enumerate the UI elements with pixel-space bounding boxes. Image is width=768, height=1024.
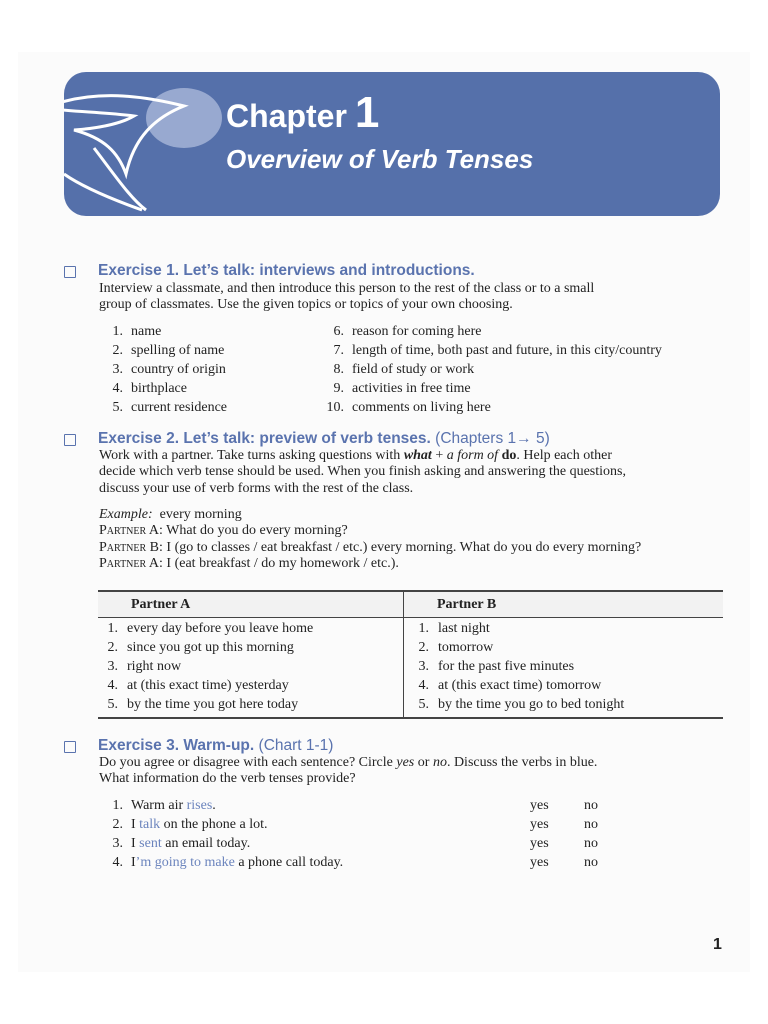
list-item: 6. reason for coming here <box>333 324 482 339</box>
exercise-3-heading <box>98 737 333 755</box>
partner-table <box>98 590 723 719</box>
no-column <box>584 796 598 872</box>
list-item: 2. I talk on the phone a lot. <box>112 817 268 832</box>
exercise-2-instructions <box>99 448 729 497</box>
instruction-line: Interview a classmate, and then introduce this person to the rest of the class or to a small <box>99 281 595 296</box>
list-item: 3. I sent an email today. <box>112 836 251 851</box>
exercise-2-checkbox[interactable] <box>64 434 76 446</box>
list-item: 4. birthplace <box>112 381 187 396</box>
no-option[interactable]: no <box>584 836 598 851</box>
exercise-3-instructions <box>99 755 729 788</box>
chapter-word: Chapter <box>226 98 347 134</box>
column-header-partner-b: Partner B <box>437 597 497 612</box>
instruction-line: decide which verb tense should be used. When you finish asking and answering the questions, <box>99 464 626 480</box>
topic-list-left <box>99 322 227 417</box>
yes-option[interactable]: yes <box>530 836 549 851</box>
yes-option[interactable]: yes <box>530 817 549 832</box>
list-item: 10. comments on living here <box>326 400 491 415</box>
no-option[interactable]: no <box>584 817 598 832</box>
chapter-banner <box>64 72 720 216</box>
page-number: 1 <box>713 936 722 953</box>
list-item: 9. activities in free time <box>333 381 471 396</box>
table-row: 5. by the time you got here today 5. by the time you go to bed tonight <box>107 697 625 712</box>
topic-list-right <box>320 322 662 417</box>
no-option[interactable]: no <box>584 855 598 870</box>
instruction-line: Do you agree or disagree with each sentence? Circle yes or no. Discuss the verbs in blue. <box>99 755 598 770</box>
list-item: 3. country of origin <box>112 362 226 377</box>
yes-column <box>530 796 549 872</box>
exercise-3-title: Exercise 3. Warm-up. <box>98 737 255 754</box>
exercise-3-checkbox[interactable] <box>64 741 76 753</box>
list-item: 1. name <box>112 324 162 339</box>
dialog-line: Partner A: What do you do every morning? <box>99 523 348 539</box>
instruction-line: Work with a partner. Take turns asking questions with what + a form of do. Help each other <box>99 448 612 463</box>
list-item: 7. length of time, both past and future, in this city/country <box>333 343 662 358</box>
table-row: 4. at (this exact time) yesterday 4. at (this exact time) tomorrow <box>107 678 602 693</box>
list-item: 4. I’m going to make a phone call today. <box>112 855 344 870</box>
chart-reference: (Chart 1-1) <box>258 737 334 754</box>
exercise-2-title: Exercise 2. Let’s talk: preview of verb tenses. <box>98 430 431 447</box>
list-item: 8. field of study or work <box>333 362 475 377</box>
chapters-reference: (Chapters 1→ 5) <box>435 430 550 447</box>
warm-up-list <box>99 796 343 872</box>
exercise-1-heading: Exercise 1. Let’s talk: interviews and introductions. <box>98 262 475 279</box>
exercise-1-checkbox[interactable] <box>64 266 76 278</box>
chapter-number: 1 <box>354 88 380 137</box>
instruction-line: discuss your use of verb forms with the rest of the class. <box>99 480 414 496</box>
column-header-partner-a: Partner A <box>131 597 191 612</box>
list-item: 5. current residence <box>112 400 227 415</box>
dialog-line: Partner A: I (eat breakfast / do my homework / etc.). <box>99 555 399 571</box>
instruction-line: What information do the verb tenses provide? <box>99 771 356 787</box>
bird-logo-icon <box>64 78 234 216</box>
dialog-line: Partner B: I (go to classes / eat breakfast / etc.) every morning. What do you do every morning? <box>99 539 642 555</box>
table-row: 3. right now 3. for the past five minutes <box>107 659 575 674</box>
chapter-label <box>226 88 379 138</box>
exercise-2-heading <box>98 430 550 448</box>
example-dialog <box>99 507 729 572</box>
exercise-1-instructions <box>99 281 729 314</box>
instruction-line: group of classmates. Use the given topics or topics of your own choosing. <box>99 297 513 313</box>
table-row: 1. every day before you leave home 1. last night <box>107 621 490 636</box>
table-header <box>98 592 723 618</box>
column-divider <box>403 592 404 717</box>
yes-option[interactable]: yes <box>530 798 549 813</box>
list-item: 1. Warm air rises. <box>112 798 216 813</box>
yes-option[interactable]: yes <box>530 855 549 870</box>
chapter-title: Overview of Verb Tenses <box>226 144 534 174</box>
table-row: 2. since you got up this morning 2. tomorrow <box>107 640 494 655</box>
list-item: 2. spelling of name <box>112 343 225 358</box>
example-line: Example: every morning <box>99 507 242 522</box>
no-option[interactable]: no <box>584 798 598 813</box>
